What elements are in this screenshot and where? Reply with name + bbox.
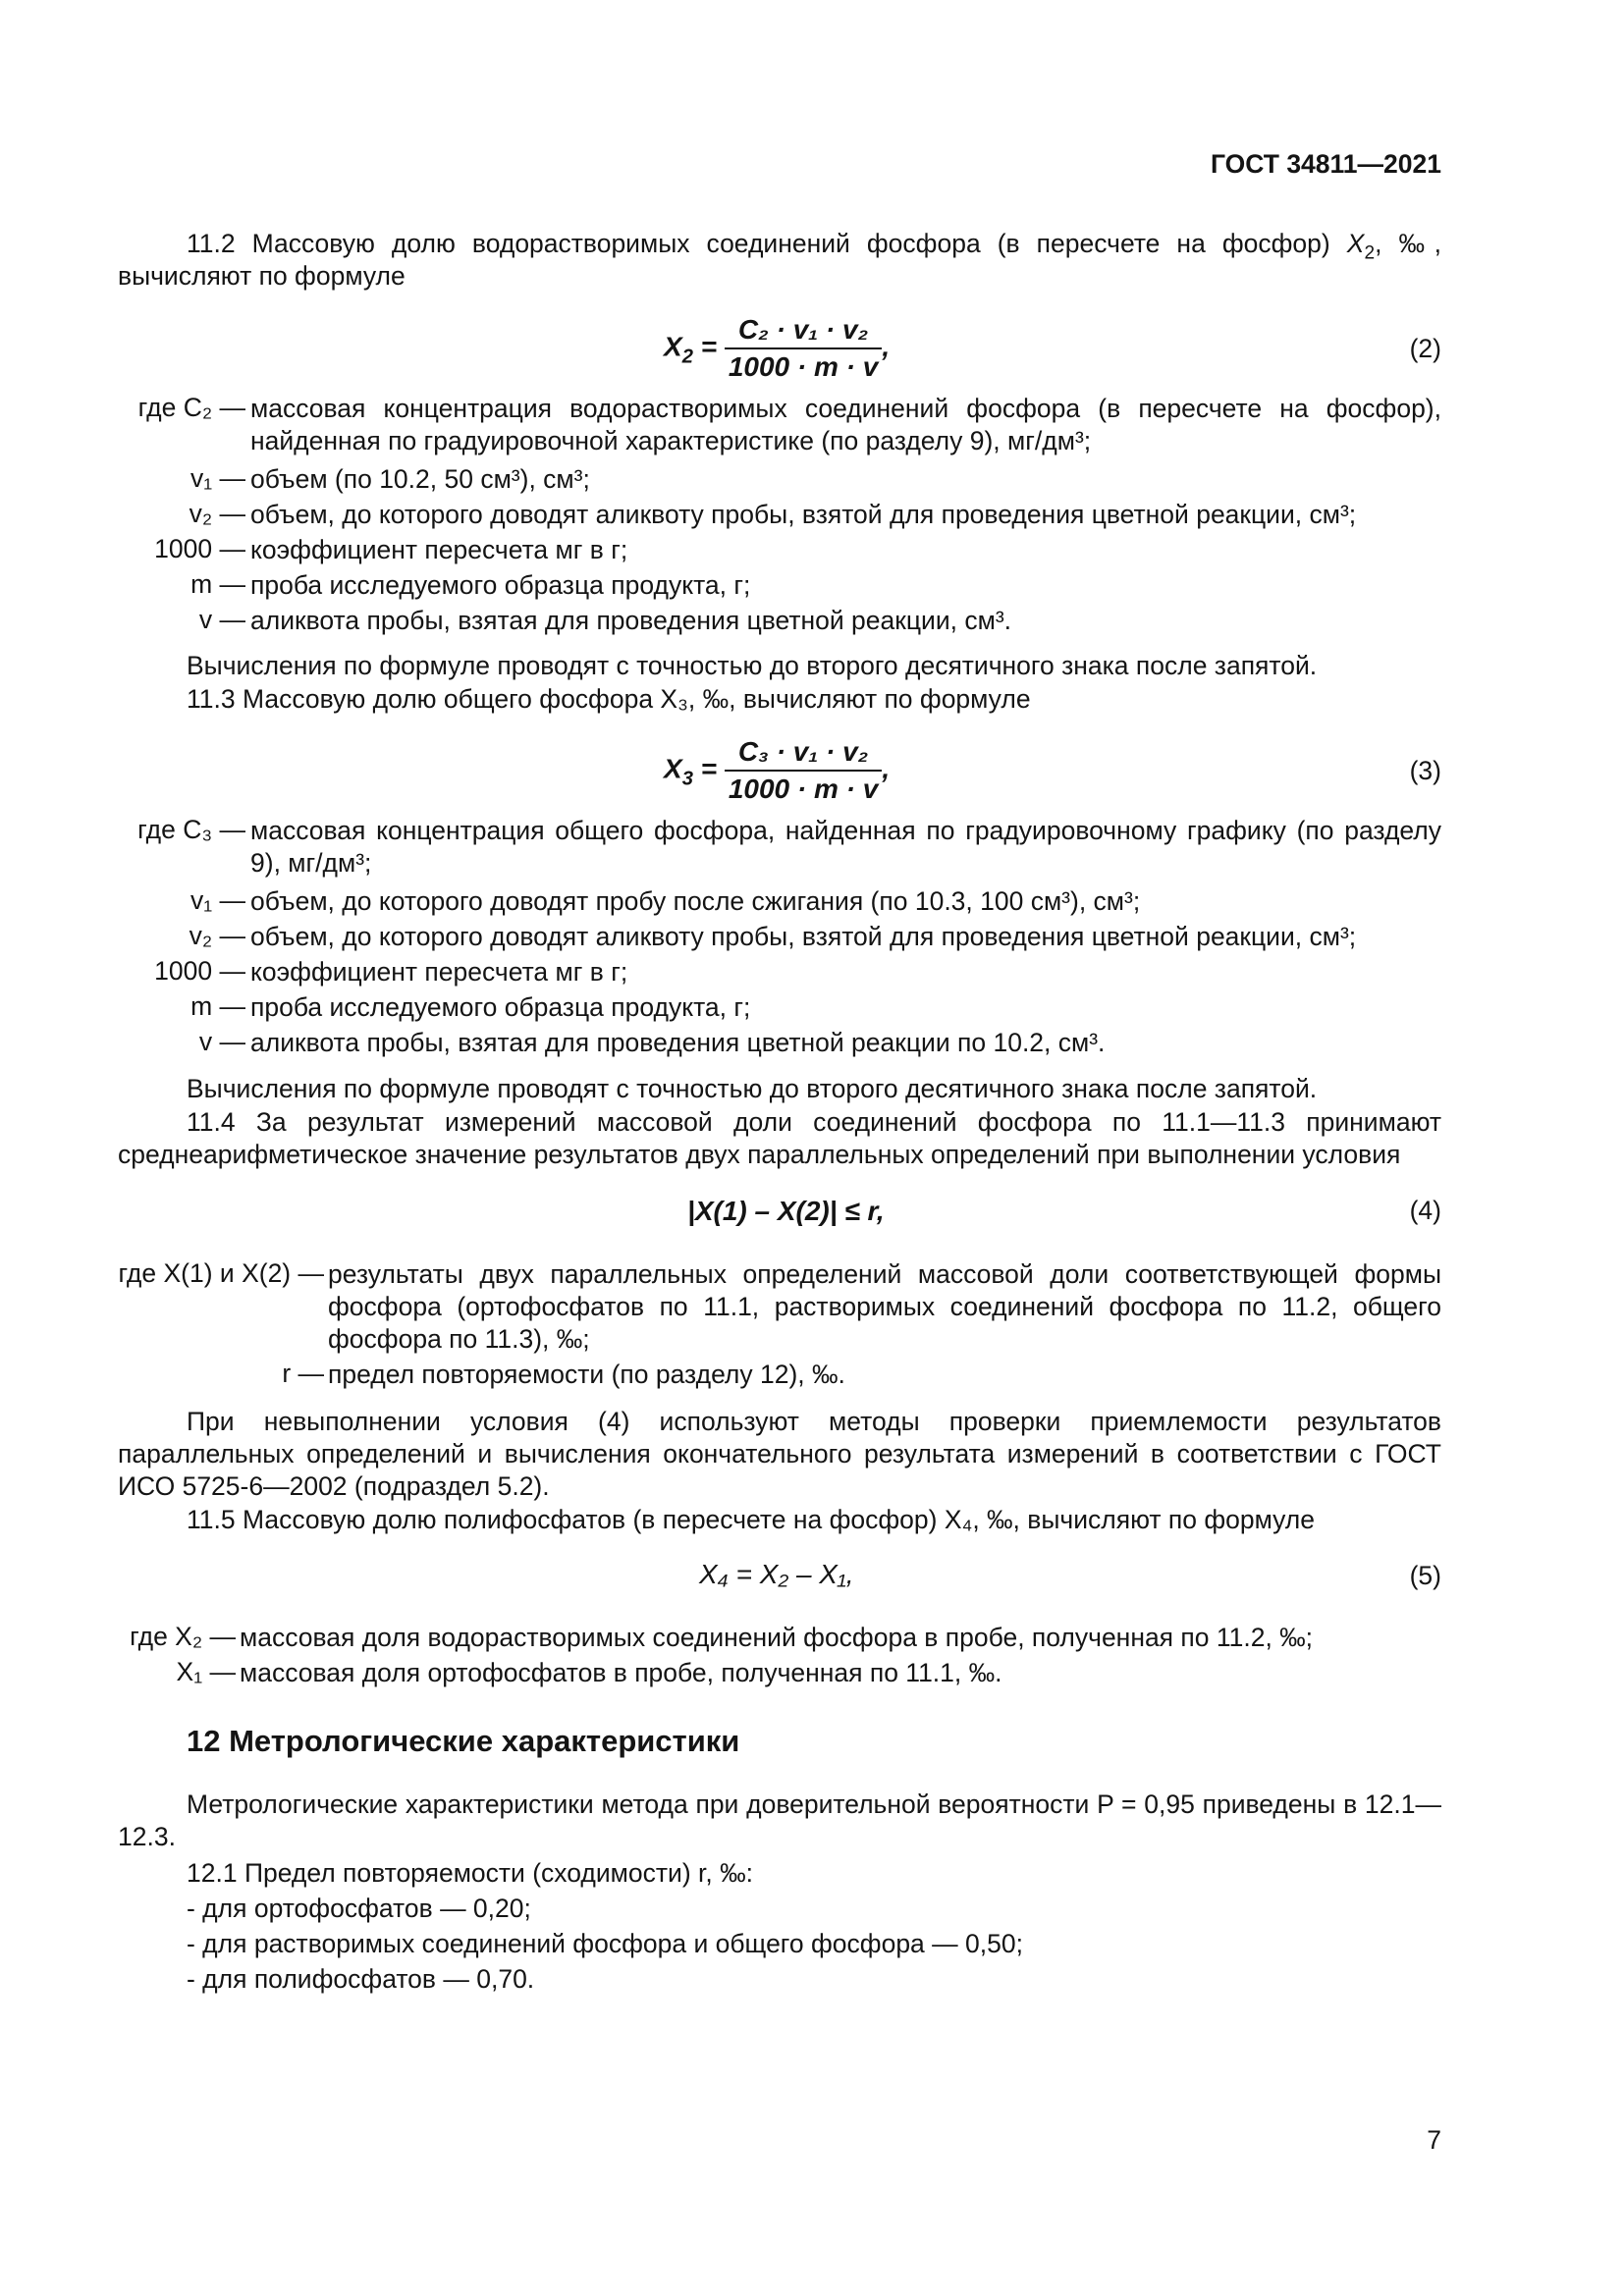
def-text: объем, до которого доводят аликвоту пробы, взятой для проведения цветной реакции, см³;: [250, 922, 1357, 951]
def-key: v₂ —: [189, 499, 245, 528]
formula-number-2: (2): [1409, 334, 1441, 363]
def-text: массовая концентрация водорастворимых соединений фосфора (в пересчете на фосфор), найденная по градуировочной характеристике (по разделу 9), мг/дм³;: [250, 394, 1441, 455]
def-key: где C₂ —: [137, 393, 245, 422]
def-text: массовая доля водорастворимых соединений фосфора в пробе, полученная по 11.2, ‰;: [240, 1623, 1314, 1652]
def-key: v₂ —: [189, 921, 245, 950]
formula-4: |X(1) – X(2)| ≤ r,: [687, 1196, 885, 1226]
paragraph-11-4-nonfulfillment: При невыполнении условия (4) используют методы проверки приемлемости результатов параллельных определений и вычисления окончательного результата измерений в соответствии с ГОСТ ИСО 5725-6—2002 (подраздел 5.2).: [118, 1407, 1441, 1501]
def-key: v —: [198, 605, 245, 634]
formula-5: X₄ = X₂ – X₁,: [699, 1559, 854, 1589]
def-text: предел повторяемости (по разделу 12), ‰.: [328, 1360, 845, 1389]
document-code: ГОСТ 34811—2021: [1211, 149, 1441, 179]
def-text: массовая доля ортофосфатов в пробе, полученная по 11.1, ‰.: [240, 1658, 1002, 1687]
def-key: m —: [190, 569, 245, 599]
list-item: - для растворимых соединений фосфора и общего фосфора — 0,50;: [187, 1929, 1023, 1958]
def-key: v₁ —: [189, 463, 245, 493]
def-key: X₁ —: [176, 1657, 236, 1686]
def-text: коэффициент пересчета мг в г;: [250, 957, 628, 987]
def-text: проба исследуемого образца продукта, г;: [250, 992, 751, 1022]
paragraph-11-2: 11.2 Массовую долю водорастворимых соединений фосфора (в пересчете на фосфор) $X_2$, ‰, вычисляют по формуле: [118, 229, 1441, 291]
def-key: 1000 —: [154, 956, 245, 986]
paragraph-11-3: 11.3 Массовую долю общего фосфора X₃, ‰, вычисляют по формуле: [187, 684, 1031, 714]
paragraph-12-1: 12.1 Предел повторяемости (сходимости) r, ‰:: [187, 1858, 753, 1888]
def-key: 1000 —: [154, 534, 245, 563]
paragraph-12: Метрологические характеристики метода при доверительной вероятности P = 0,95 приведены в 12.1—12.3.: [118, 1789, 1441, 1851]
formula-2: $X_2$ = $\frac{\text{C₂ · v₁ · v₂}}{1000 \cdot m \cdot v}$ ,: [664, 314, 891, 382]
def-key: v₁ —: [189, 885, 245, 915]
section-heading-12: 12 Метрологические характеристики: [187, 1724, 740, 1758]
def-text: аликвота пробы, взятая для проведения цветной реакции, см³.: [250, 606, 1012, 635]
def-text: объем, до которого доводят аликвоту пробы, взятой для проведения цветной реакции, см³;: [250, 500, 1357, 529]
def-key: где X₂ —: [130, 1622, 236, 1651]
def-key: v —: [198, 1027, 245, 1056]
def-text: коэффициент пересчета мг в г;: [250, 535, 628, 564]
formula-number-4: (4): [1409, 1196, 1441, 1225]
def-text: аликвота пробы, взятая для проведения цветной реакции по 10.2, см³.: [250, 1028, 1106, 1057]
paragraph-11-4: 11.4 За результат измерений массовой доли соединений фосфора по 11.1—11.3 принимают среднеарифметическое значение результатов двух параллельных определений при выполнении условия: [118, 1107, 1441, 1169]
def-key: где C₃ —: [137, 815, 245, 844]
paragraph-11-5: 11.5 Массовую долю полифосфатов (в пересчете на фосфор) X₄, ‰, вычисляют по формуле: [187, 1505, 1315, 1534]
def-text: результаты двух параллельных определений массовой доли соответствующей формы фосфора (ортофосфатов по 11.1, растворимых соединений фосфора по 11.2, общего фосфора по 11.3), ‰;: [328, 1259, 1441, 1354]
def-key: r —: [282, 1359, 324, 1388]
formula-number-3: (3): [1409, 756, 1441, 785]
formula-3: $X_3$ = $\frac{\text{C₃ · v₁ · v₂}}{1000 \cdot m \cdot v}$ ,: [664, 736, 891, 804]
def-text: проба исследуемого образца продукта, г;: [250, 570, 751, 600]
def-key: m —: [190, 991, 245, 1021]
precision-note-11-2: Вычисления по формуле проводят с точностью до второго десятичного знака после запятой.: [187, 651, 1318, 680]
def-key: где X(1) и X(2) —: [118, 1258, 324, 1288]
def-text: массовая концентрация общего фосфора, найденная по градуировочному графику (по разделу 9), мг/дм³;: [250, 816, 1441, 878]
precision-note-11-3: Вычисления по формуле проводят с точностью до второго десятичного знака после запятой.: [187, 1074, 1318, 1103]
list-item: - для полифосфатов — 0,70.: [187, 1964, 535, 1994]
def-text: объем, до которого доводят пробу после сжигания (по 10.3, 100 см³), см³;: [250, 886, 1141, 916]
list-item: - для ортофосфатов — 0,20;: [187, 1894, 531, 1923]
formula-number-5: (5): [1409, 1561, 1441, 1590]
page-number: 7: [1427, 2125, 1441, 2155]
def-text: объем (по 10.2, 50 см³), см³;: [250, 464, 590, 494]
